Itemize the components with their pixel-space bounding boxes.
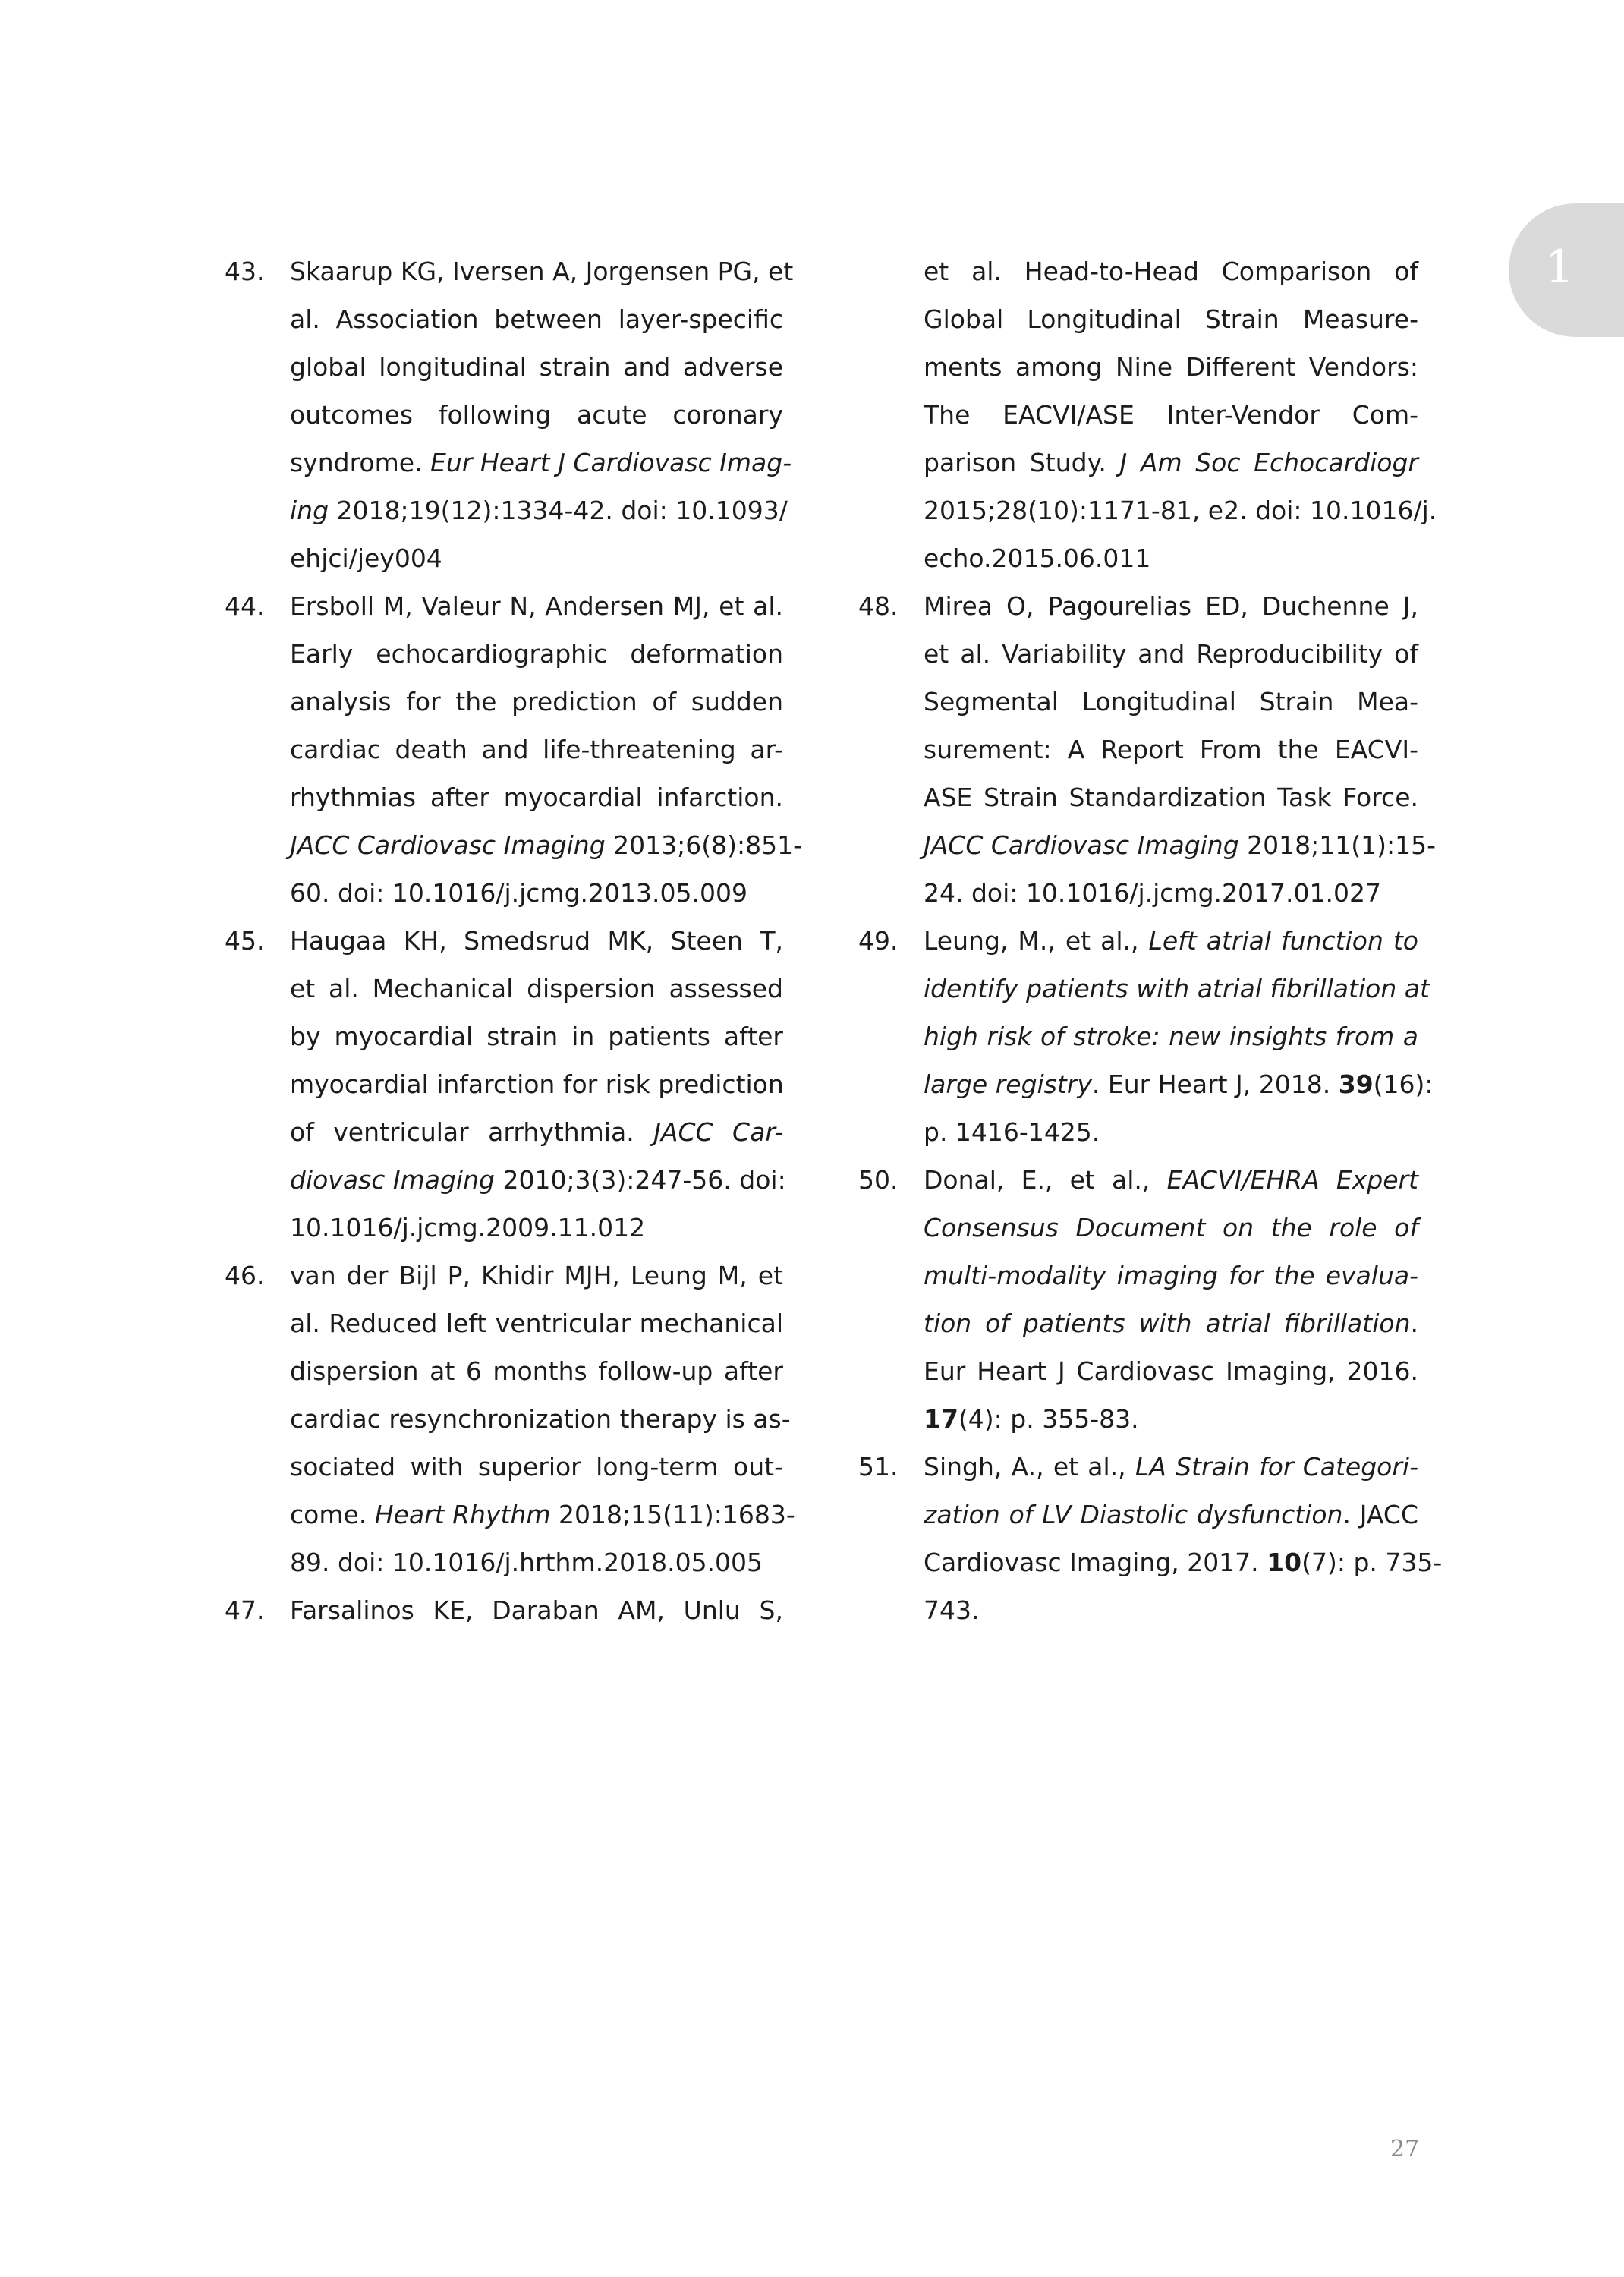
reference-line [290,678,783,726]
reference-item [858,917,1434,1156]
reference-text: al. Reduced left ventricular mechanical [290,1309,783,1338]
reference-text: echo.2015.06.011 [924,543,1151,573]
reference-line [924,1156,1418,1204]
reference-italic-text: Eur Heart J Cardiovasc Imag- [430,448,792,477]
reference-text: outcomes following acute coronary [290,400,783,430]
reference-line [924,1347,1418,1395]
reference-line [290,1299,783,1347]
reference-italic-text: multi-modality imaging for the evalua- [924,1261,1418,1290]
reference-line [290,391,783,439]
reference-item [225,247,794,582]
reference-text: 2010;3(3):247-56. doi: [494,1165,786,1195]
reference-number: 46. [225,1261,265,1290]
reference-item [858,582,1437,917]
reference-line [924,678,1418,726]
reference-italic-text: J Am Soc Echocardiogr [1119,448,1418,477]
reference-italic-text: large registry [924,1069,1092,1099]
reference-line [290,630,783,678]
reference-line [924,247,1418,295]
reference-text: ASE Strain Standardization Task Force. [924,783,1418,812]
page-number: 27 [1390,2136,1420,2162]
reference-line [924,1538,1443,1586]
reference-item [225,1252,795,1586]
reference-line [924,439,1418,487]
reference-line [290,1204,783,1252]
reference-line [924,343,1418,391]
reference-item [858,1443,1443,1634]
reference-line [290,1491,795,1538]
reference-italic-text: JACC Cardiovasc Imaging [290,830,606,860]
reference-line [290,1252,783,1299]
reference-text: Ersboll M, Valeur N, Andersen MJ, et al. [290,591,783,621]
reference-text: dispersion at 6 months follow-up after [290,1356,783,1386]
reference-line [290,1347,783,1395]
reference-text: . [1410,1309,1418,1338]
reference-number: 51. [858,1452,899,1482]
reference-text: sociated with superior long-term out- [290,1452,783,1482]
reference-italic-text: LA Strain for Categori- [1135,1452,1418,1482]
reference-text: The EACVI/ASE Inter-Vendor Com- [924,400,1418,430]
reference-line [290,1586,783,1634]
reference-text: parison Study. [924,448,1120,477]
reference-number: 45. [225,926,265,956]
chapter-tab[interactable] [1509,203,1624,337]
reference-italic-text: JACC Cardiovasc Imaging [924,830,1239,860]
reference-number: 48. [858,591,899,621]
reference-line [290,821,803,869]
reference-text: Haugaa KH, Smedsrud MK, Steen T, [290,926,783,956]
reference-line [290,773,783,821]
reference-line [924,1443,1418,1491]
reference-text: Segmental Longitudinal Strain Mea- [924,687,1418,716]
reference-line [924,582,1418,630]
reference-number: 50. [858,1165,899,1195]
reference-line [924,917,1418,965]
reference-line [290,965,783,1013]
reference-text: Donal, E., et al., [924,1165,1167,1195]
reference-text: p. 1416-1425. [924,1117,1100,1147]
reference-text: Skaarup KG, Iversen A, Jorgensen PG, et [290,257,794,286]
reference-text: cardiac resynchronization therapy is as- [290,1404,791,1434]
reference-line [924,1395,1418,1443]
reference-text: 60. doi: 10.1016/j.jcmg.2013.05.009 [290,878,747,908]
reference-bold-text: 17 [924,1404,958,1434]
reference-text: Singh, A., et al., [924,1452,1135,1482]
reference-line [924,1013,1418,1060]
reference-line [290,1156,786,1204]
reference-text: surement: A Report From the EACVI- [924,735,1418,764]
reference-italic-text: Heart Rhythm [374,1500,551,1529]
reference-line [290,1108,783,1156]
reference-number: 44. [225,591,265,621]
reference-item [225,917,786,1252]
reference-italic-text: JACC Car- [653,1117,783,1147]
reference-text: by myocardial strain in patients after [290,1022,783,1051]
reference-number: 43. [225,257,265,286]
reference-italic-text: tion of patients with atrial fibrillation [924,1309,1411,1338]
reference-text: 2018;15(11):1683- [550,1500,795,1529]
reference-line [924,1252,1418,1299]
reference-text: 89. doi: 10.1016/j.hrthm.2018.05.005 [290,1548,763,1577]
references-column-right [858,247,1443,1634]
reference-text: myocardial infarction for risk prediction [290,1069,784,1099]
reference-bold-text: 39 [1338,1069,1374,1099]
reference-line [290,869,783,917]
reference-text: Cardiovasc Imaging, 2017. [924,1548,1267,1577]
reference-line [290,295,783,343]
reference-line [924,1204,1418,1252]
reference-italic-text: identify patients with atrial fibrillation at [924,974,1430,1003]
reference-line [290,343,783,391]
reference-text: ments among Nine Different Vendors: [924,352,1418,382]
reference-line [290,439,792,487]
reference-text: Farsalinos KE, Daraban AM, Unlu S, [290,1595,783,1625]
reference-item [225,1586,783,1634]
reference-line [924,487,1437,534]
reference-text: 10.1016/j.jcmg.2009.11.012 [290,1213,646,1242]
reference-text: ehjci/jey004 [290,543,442,573]
reference-italic-text: diovasc Imaging [290,1165,495,1195]
reference-italic-text: Consensus Document on the role of [924,1213,1418,1242]
reference-text: 24. doi: 10.1016/j.jcmg.2017.01.027 [924,878,1381,908]
reference-text: Global Longitudinal Strain Measure- [924,304,1418,334]
reference-text: 2015;28(10):1171-81, e2. doi: 10.1016/j. [924,496,1437,525]
reference-text: et al. Mechanical dispersion assessed [290,974,783,1003]
reference-line [924,1491,1418,1538]
reference-text: Eur Heart J Cardiovasc Imaging, 2016. [924,1356,1418,1386]
reference-line [290,582,783,630]
reference-text: 2018;11(1):15- [1238,830,1437,860]
reference-line [924,1108,1418,1156]
reference-number: 47. [225,1595,265,1625]
reference-text: Early echocardiographic deformation [290,639,783,669]
reference-italic-text: zation of LV Diastolic dysfunction [924,1500,1343,1529]
reference-line [290,726,783,773]
reference-line [290,487,788,534]
reference-line [290,1395,791,1443]
reference-italic-text: Left atrial function to [1148,926,1419,956]
reference-text: van der Bijl P, Khidir MJH, Leung M, et [290,1261,783,1290]
reference-text: (4): p. 355-83. [958,1404,1139,1434]
reference-line [290,1443,783,1491]
reference-text: come. [290,1500,375,1529]
reference-item [858,247,1437,582]
reference-line [290,247,794,295]
reference-line [924,1060,1434,1108]
reference-line [924,965,1430,1013]
reference-text: 2013;6(8):851- [605,830,803,860]
reference-line [924,391,1418,439]
reference-line [290,534,783,582]
reference-text: al. Association between layer-specific [290,304,783,334]
reference-text: et al. Head-to-Head Comparison of [924,257,1418,286]
reference-text: . JACC [1342,1500,1418,1529]
reference-text: analysis for the prediction of sudden [290,687,783,716]
reference-italic-text: ing [290,496,329,525]
reference-text: 743. [924,1595,980,1625]
reference-text: syndrome. [290,448,431,477]
reference-line [924,773,1418,821]
reference-text: 2018;19(12):1334-42. doi: 10.1093/ [329,496,788,525]
reference-text: . Eur Heart J, 2018. [1091,1069,1339,1099]
reference-line [290,1060,783,1108]
reference-bold-text: 10 [1267,1548,1302,1577]
reference-text: (16): [1373,1069,1434,1099]
reference-text: global longitudinal strain and adverse [290,352,783,382]
reference-line [924,1299,1418,1347]
reference-line [290,1538,783,1586]
reference-text: rhythmias after myocardial infarction. [290,783,783,812]
reference-text: et al. Variability and Reproducibility of [924,639,1418,669]
references-column-left [225,247,803,1634]
reference-text: cardiac death and life-threatening ar- [290,735,783,764]
reference-line [924,630,1418,678]
reference-line [290,1013,783,1060]
reference-item [858,1156,1418,1443]
reference-italic-text: EACVI/EHRA Expert [1166,1165,1418,1195]
reference-text: Leung, M., et al., [924,926,1149,956]
reference-line [924,726,1418,773]
reference-line [924,869,1418,917]
reference-line [924,821,1437,869]
reference-text: Mirea O, Pagourelias ED, Duchenne J, [924,591,1418,621]
reference-line [924,534,1418,582]
reference-text: (7): p. 735- [1301,1548,1443,1577]
reference-item [225,582,803,917]
reference-text: of ventricular arrhythmia. [290,1117,654,1147]
reference-italic-text: high risk of stroke: new insights from a [924,1022,1418,1051]
reference-line [924,1586,1418,1634]
reference-number: 49. [858,926,899,956]
reference-line [924,295,1418,343]
chapter-tab-number: 1 [1545,241,1575,294]
reference-line [290,917,783,965]
